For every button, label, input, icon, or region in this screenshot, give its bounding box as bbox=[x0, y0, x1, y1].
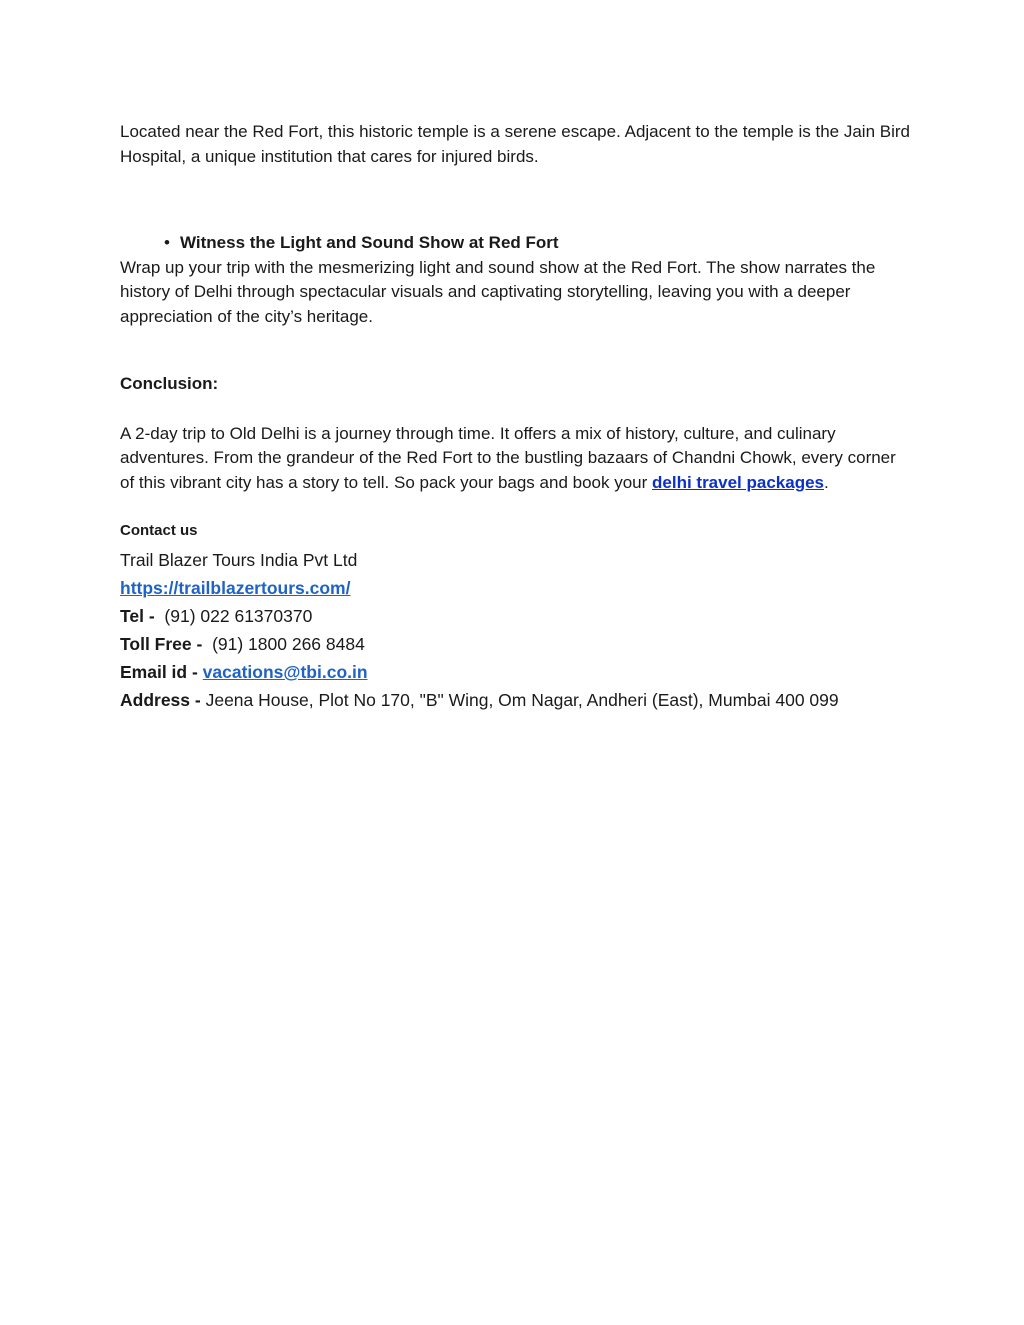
tollfree-line bbox=[120, 630, 910, 658]
tollfree-value: (91) 1800 266 8484 bbox=[212, 634, 365, 654]
email-label: Email id - bbox=[120, 662, 198, 682]
bullet-icon: • bbox=[164, 233, 170, 252]
document-page bbox=[120, 120, 910, 714]
address-value: Jeena House, Plot No 170, "B" Wing, Om Nagar, Andheri (East), Mumbai 400 099 bbox=[205, 690, 839, 710]
contact-heading: Contact us bbox=[120, 522, 198, 539]
company-name: Trail Blazer Tours India Pvt Ltd bbox=[120, 550, 358, 570]
intro-paragraph: Located near the Red Fort, this historic temple is a serene escape. Adjacent to the temple is the Jain Bird Hospital, a unique institution that cares for injured birds. bbox=[120, 122, 910, 166]
website-link[interactable]: https://trailblazertours.com/ bbox=[120, 578, 351, 598]
conclusion-text: A 2-day trip to Old Delhi is a journey through time. It offers a mix of history, culture, and culinary adventures. From the grandeur of the Red Fort to the bustling bazaars of Chandni Chowk, every corner of this vibrant city has a story to tell. So pack your bags and book your bbox=[120, 423, 896, 492]
show-paragraph: Wrap up your trip with the mesmerizing light and sound show at the Red Fort. The show narrates the history of Delhi through spectacular visuals and captivating storytelling, leaving you with a deeper appreciation of the city’s heritage. bbox=[120, 257, 876, 326]
tollfree-label: Toll Free - bbox=[120, 634, 203, 654]
email-line bbox=[120, 658, 910, 686]
show-heading-text: Witness the Light and Sound Show at Red Fort bbox=[180, 233, 559, 252]
conclusion-heading: Conclusion: bbox=[120, 374, 219, 393]
conclusion-end-punct: . bbox=[824, 472, 829, 492]
show-bullet-heading bbox=[120, 231, 910, 256]
address-line bbox=[120, 686, 910, 714]
tel-line bbox=[120, 602, 910, 630]
address-label: Address - bbox=[120, 690, 201, 710]
tel-label: Tel - bbox=[120, 606, 155, 626]
conclusion-paragraph bbox=[120, 422, 910, 496]
tel-value: (91) 022 61370370 bbox=[164, 606, 313, 626]
email-link[interactable]: vacations@tbi.co.in bbox=[202, 662, 368, 682]
delhi-travel-packages-link[interactable]: delhi travel packages bbox=[652, 472, 824, 492]
website-line bbox=[120, 574, 910, 602]
